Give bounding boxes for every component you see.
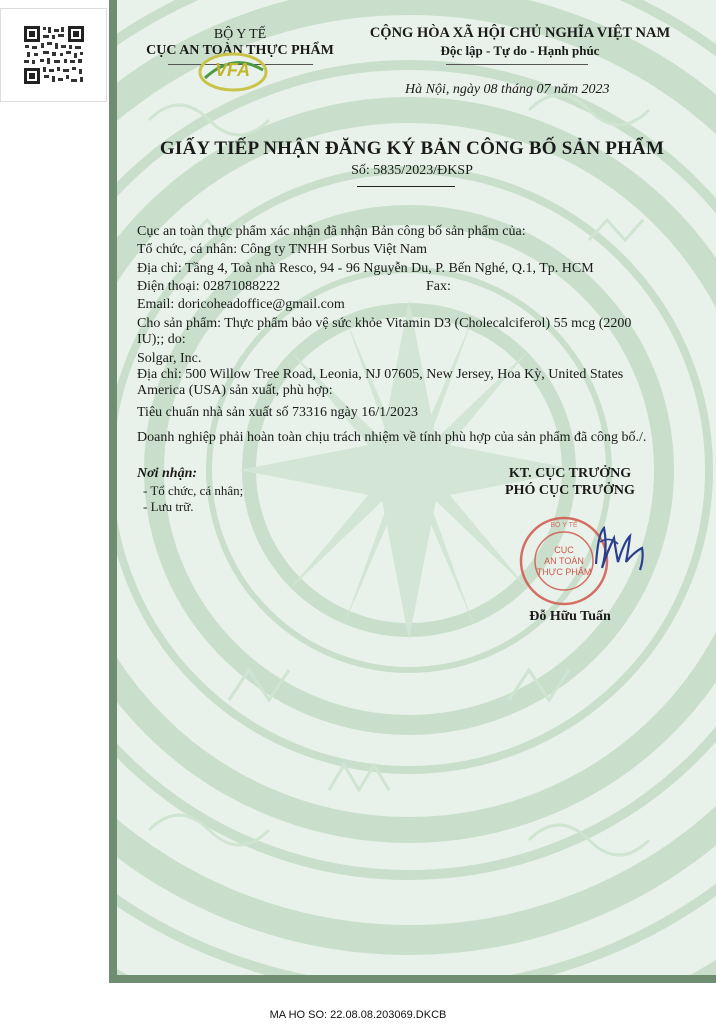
- product-text-line2: IU);; do:: [137, 332, 186, 347]
- document-title: GIẤY TIẾP NHẬN ĐĂNG KÝ BẢN CÔNG BỐ SẢN PHẨM: [159, 138, 665, 159]
- signatory-name: Đỗ Hữu Tuấn: [529, 609, 611, 624]
- recipient-item: - Tổ chức, cá nhân;: [143, 483, 244, 498]
- recipient-item: - Lưu trữ.: [143, 499, 194, 514]
- stamp-ring-text: BỘ Y TẾ: [550, 522, 578, 529]
- manufacturer-address-line2: America (USA) sản xuất, phù hợp:: [137, 383, 333, 398]
- phone-text: Điện thoại: 02871088222: [137, 279, 281, 294]
- vfa-logo-text: VFA: [215, 60, 251, 80]
- document-number: Số: 5835/2023/ĐKSP: [351, 163, 473, 178]
- manufacturer-address-line1: Địa chỉ: 500 Willow Tree Road, Leonia, NJ 07605, New Jersey, Hoa Kỳ, United States: [137, 367, 624, 382]
- intro-text: Cục an toàn thực phẩm xác nhận đã nhận Bản công bố sản phẩm của:: [137, 224, 526, 239]
- email-text: Email: doricoheadoffice@gmail.com: [137, 297, 345, 312]
- stamp-line-1: CỤC: [554, 545, 574, 555]
- sheet-border-bottom: [109, 975, 716, 983]
- country-name: CỘNG HÒA XÃ HỘI CHỦ NGHĨA VIỆT NAM: [369, 25, 671, 41]
- vfa-logo-icon: [197, 48, 269, 99]
- title-underline: [357, 186, 455, 187]
- sheet-border-left: [109, 0, 117, 983]
- stamp-line-2: AN TOÀN: [544, 556, 584, 566]
- qr-code-frame: [0, 8, 107, 102]
- fax-text: Fax:: [426, 279, 451, 294]
- header-right-underline: [446, 64, 588, 65]
- standard-text: Tiêu chuẩn nhà sản xuất số 73316 ngày 16/1/2023: [137, 405, 419, 420]
- qr-code-icon: [23, 25, 85, 85]
- national-motto: Độc lập - Tự do - Hạnh phúc: [440, 43, 600, 58]
- stamp-line-3: THỰC PHẨM: [536, 567, 592, 577]
- dossier-code: MA HO SO: 22.08.08.203069.DKCB: [269, 1009, 447, 1021]
- responsibility-text: Doanh nghiệp phải hoàn toàn chịu trách nhiệm về tính phù hợp của sản phẩm đã công bố./.: [137, 430, 647, 445]
- agency-name: CỤC AN TOÀN THỰC PHẨM: [146, 43, 334, 58]
- signatory-title-2: PHÓ CỤC TRƯỞNG: [505, 483, 635, 498]
- organization-text: Tổ chức, cá nhân: Công ty TNHH Sorbus Việt Nam: [137, 242, 428, 257]
- ministry-name: BỘ Y TẾ: [213, 27, 267, 42]
- recipients-label: Nơi nhận:: [137, 466, 198, 481]
- handwritten-signature-icon: [590, 512, 656, 597]
- product-text-line1: Cho sản phẩm: Thực phẩm bảo vệ sức khỏe Vitamin D3 (Cholecalciferol) 55 mcg (2200: [137, 316, 632, 331]
- signatory-title-1: KT. CỤC TRƯỞNG: [508, 466, 632, 481]
- manufacturer-name: Solgar, Inc.: [137, 351, 202, 366]
- issue-date: Hà Nội, ngày 08 tháng 07 năm 2023: [405, 82, 610, 97]
- organization-address: Địa chỉ: Tầng 4, Toà nhà Resco, 94 - 96 Nguyễn Du, P. Bến Nghé, Q.1, Tp. HCM: [137, 261, 594, 276]
